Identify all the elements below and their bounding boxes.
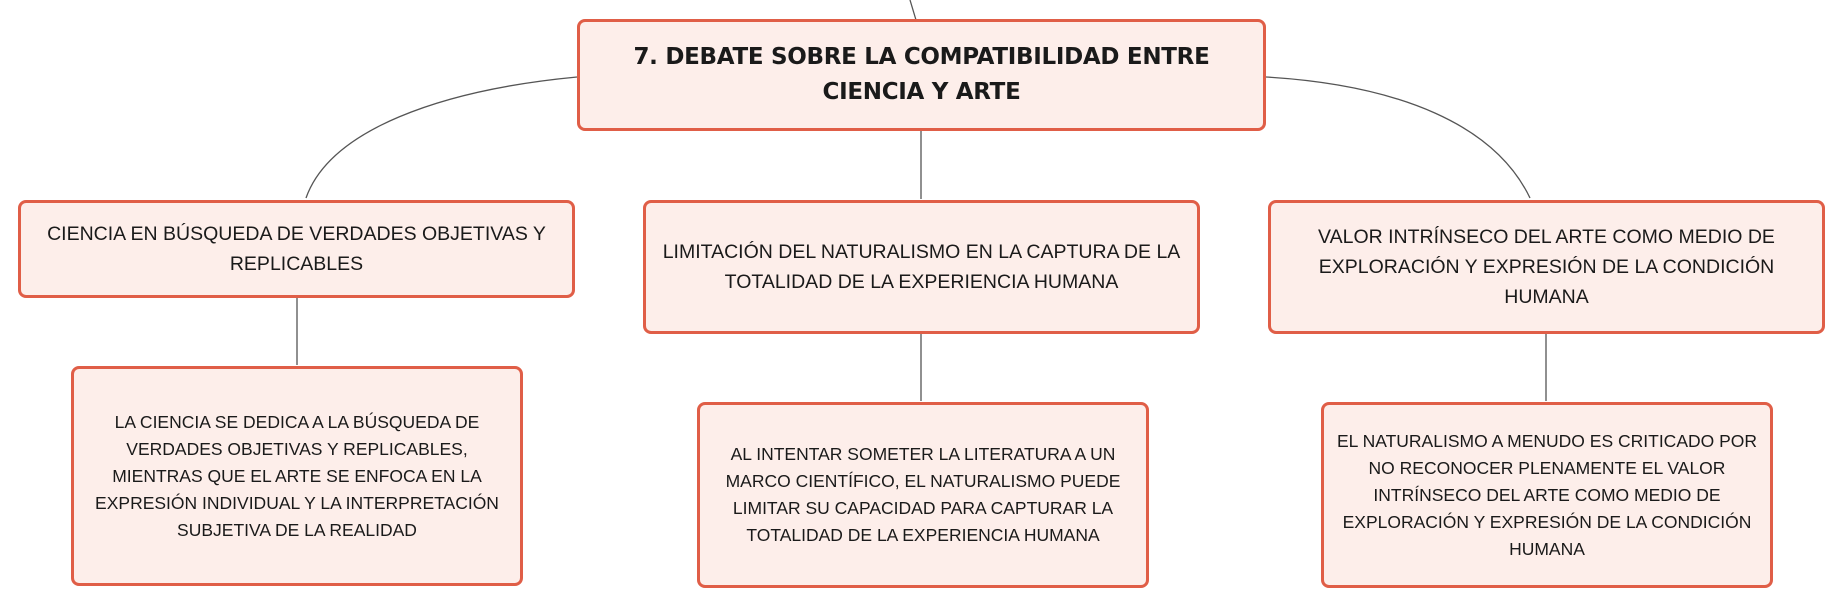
detail-label-valor: EL NATURALISMO A MENUDO ES CRITICADO POR NO RECONOCER PLENAMENTE EL VALOR INTRÍNSECO DEL ARTE COMO MEDIO DE EXPLORACIÓN Y EXPRESIÓN DE LA CONDICIÓN HUMANA [1336,430,1758,559]
connector-root-to-ciencia [306,77,577,198]
subtopic-label-limitacion: LIMITACIÓN DEL NATURALISMO EN LA CAPTURA DE LA TOTALIDAD DE LA EXPERIENCIA HUMANA [662,241,1181,293]
detail-node-valor[interactable] [1321,402,1773,588]
detail-node-limitacion[interactable] [697,402,1149,588]
connector-parent-to-root [910,0,916,20]
root-topic-label: 7. DEBATE SOBRE LA COMPATIBILIDAD ENTRE CIENCIA Y ARTE [633,44,1210,105]
subtopic-node-limitacion[interactable] [643,200,1200,334]
connector-root-to-valor [1266,77,1530,198]
subtopic-label-valor: VALOR INTRÍNSECO DEL ARTE COMO MEDIO DE EXPLORACIÓN Y EXPRESIÓN DE LA CONDICIÓN HUMANA [1318,226,1775,308]
detail-label-limitacion: AL INTENTAR SOMETER LA LITERATURA A UN MARCO CIENTÍFICO, EL NATURALISMO PUEDE LIMITAR SU CAPACIDAD PARA CAPTURAR LA TOTALIDAD DE LA EXPERIENCIA HUMANA [725,444,1121,545]
root-topic-node[interactable] [577,19,1266,131]
subtopic-label-ciencia: CIENCIA EN BÚSQUEDA DE VERDADES OBJETIVAS Y REPLICABLES [47,223,546,275]
subtopic-node-valor[interactable] [1268,200,1825,334]
detail-node-ciencia[interactable] [71,366,523,586]
detail-label-ciencia: LA CIENCIA SE DEDICA A LA BÚSQUEDA DE VERDADES OBJETIVAS Y REPLICABLES, MIENTRAS QUE EL ARTE SE ENFOCA EN LA EXPRESIÓN INDIVIDUAL Y LA INTERPRETACIÓN SUBJETIVA DE LA REALIDAD [95,411,499,540]
subtopic-node-ciencia[interactable] [18,200,575,298]
